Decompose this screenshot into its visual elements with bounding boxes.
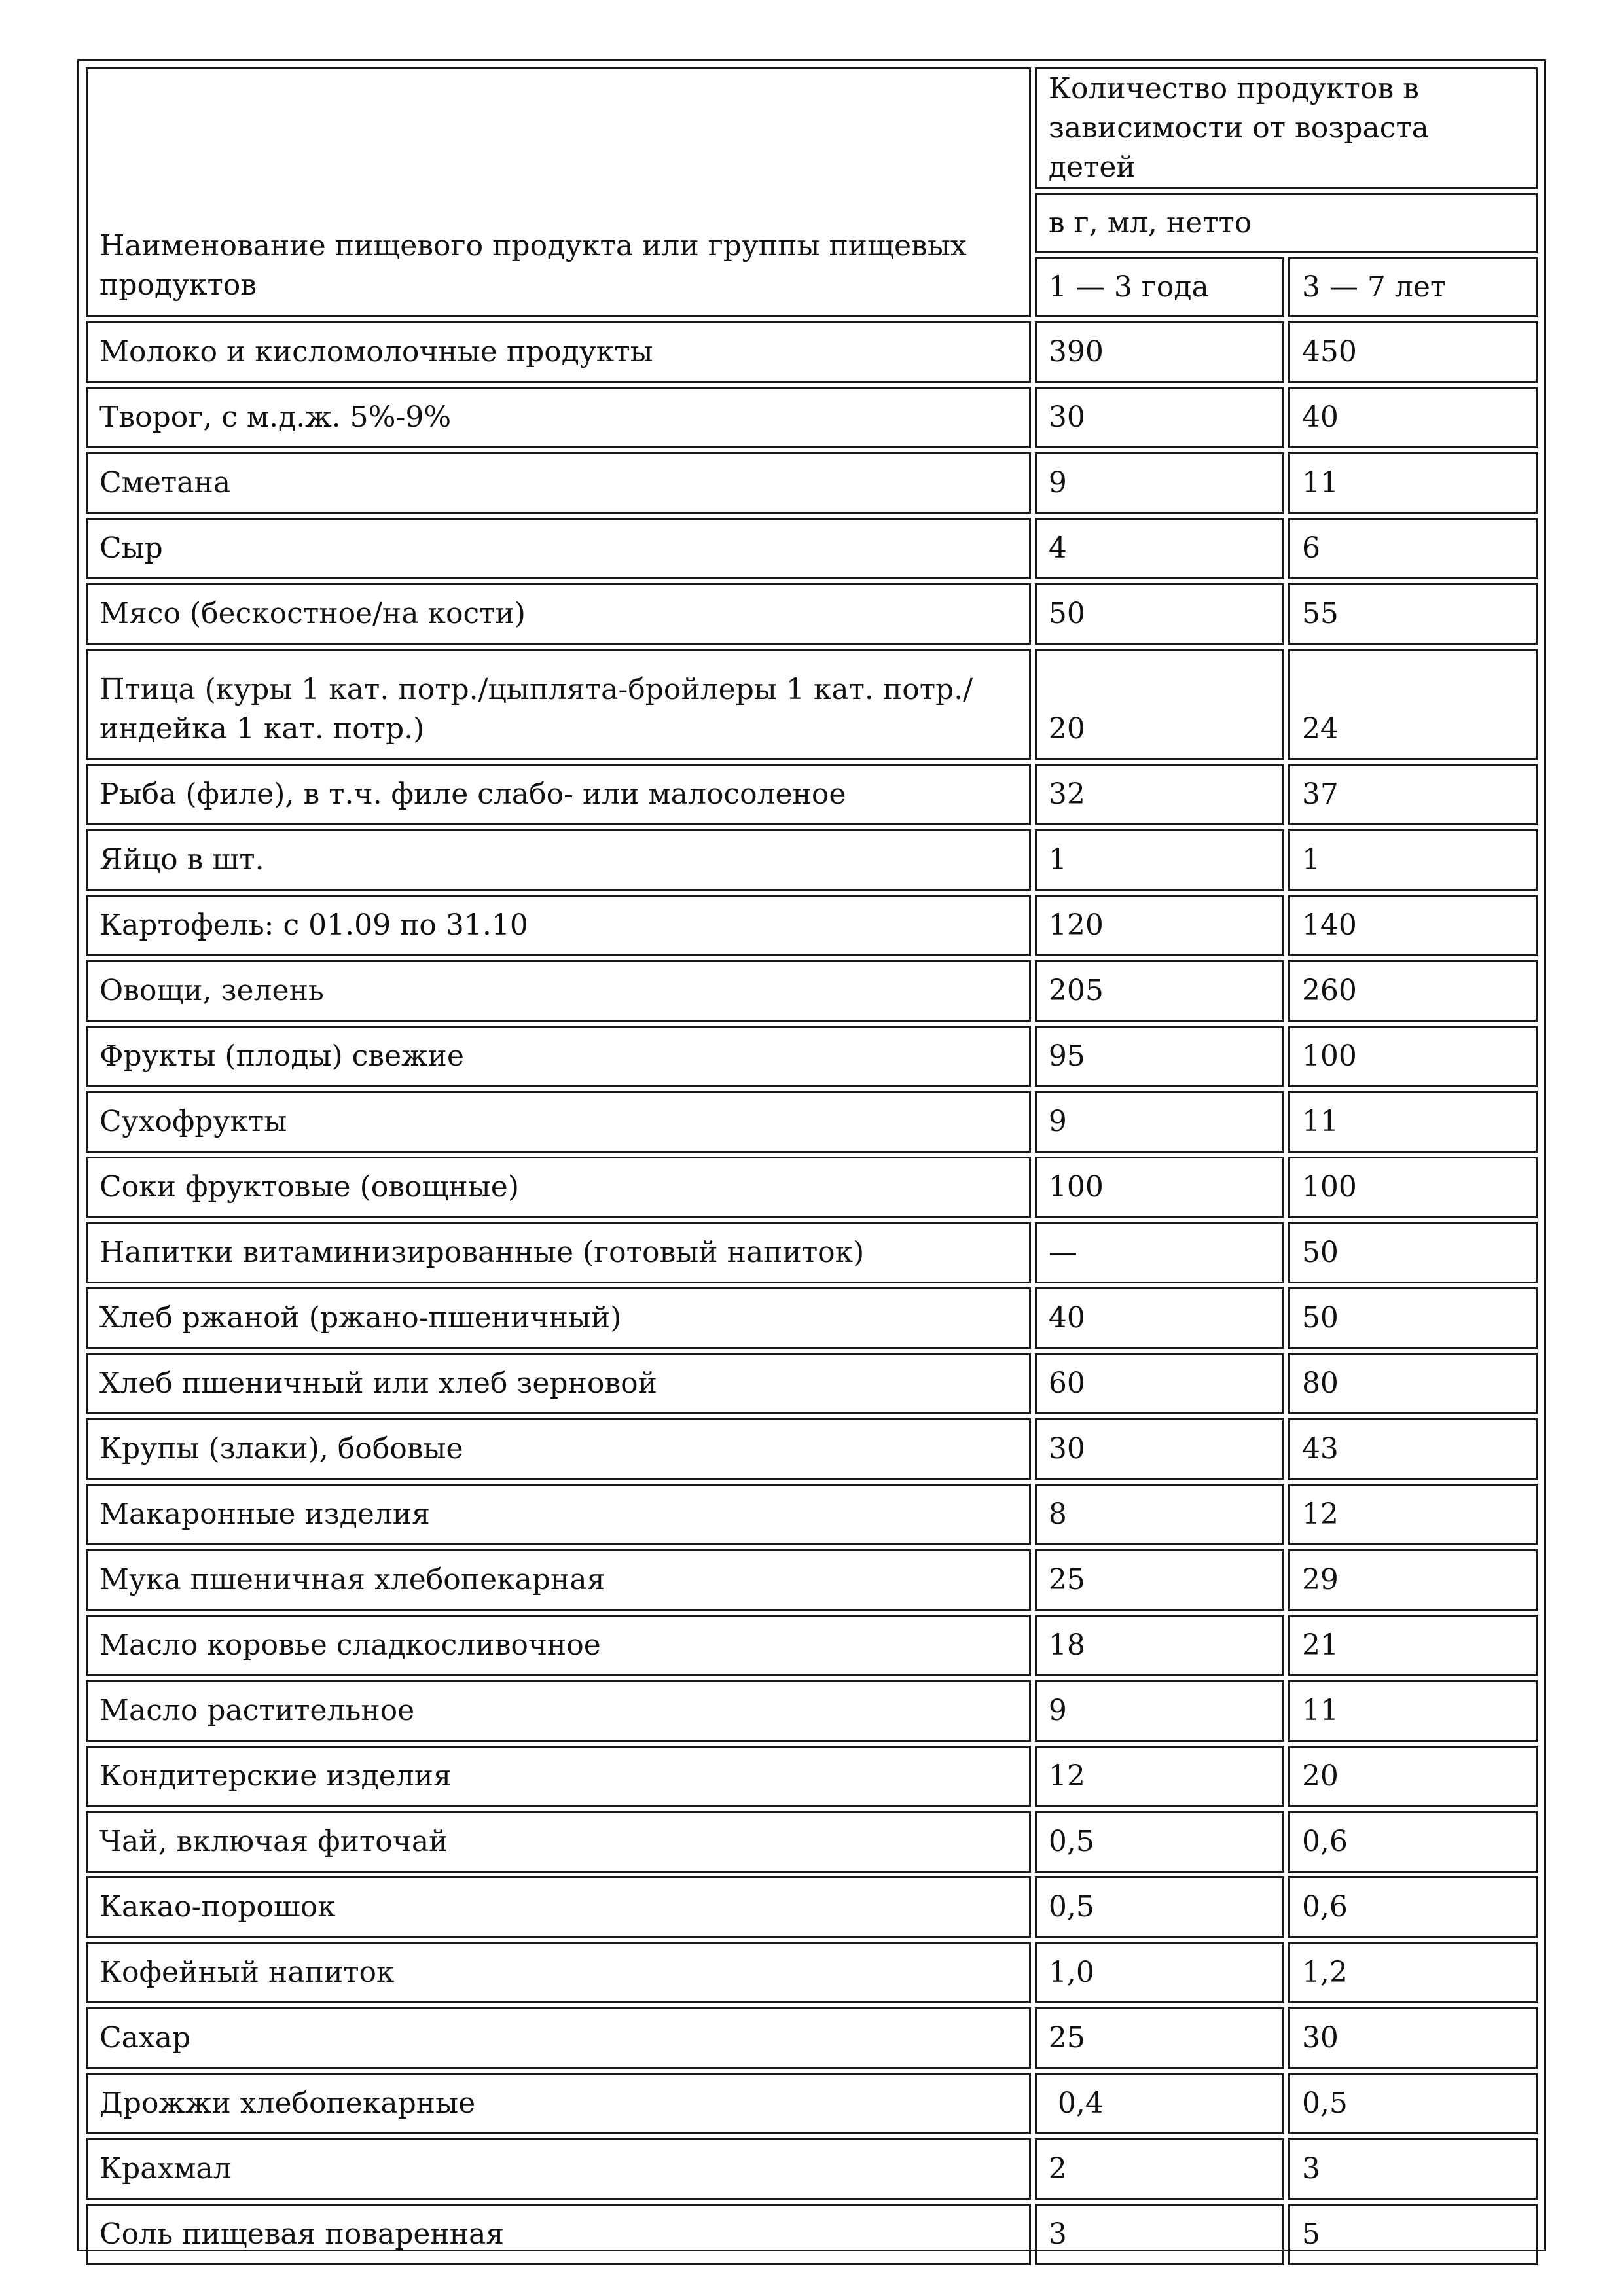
quantity-1-3-cell: 25 [1035, 2007, 1284, 2069]
quantity-1-3-cell: 60 [1035, 1353, 1284, 1414]
quantity-1-3-cell: 32 [1035, 764, 1284, 825]
product-name-cell: Рыба (филе), в т.ч. филе слабо- или малосоленое [86, 764, 1031, 825]
quantity-3-7-cell: 21 [1288, 1615, 1538, 1676]
product-name-cell: Масло коровье сладкосливочное [86, 1615, 1031, 1676]
table-row [86, 2073, 1538, 2134]
quantity-1-3-cell: 205 [1035, 960, 1284, 1022]
quantity-1-3-cell: 3 [1035, 2204, 1284, 2265]
quantity-3-7-cell: 450 [1288, 321, 1538, 383]
table-row [86, 1353, 1538, 1414]
table-row [86, 387, 1538, 448]
food-norms-table [82, 63, 1542, 2269]
document-table-frame [77, 59, 1546, 2251]
product-name-cell: Масло растительное [86, 1680, 1031, 1742]
table-row [86, 1549, 1538, 1611]
table-row [86, 1942, 1538, 2003]
table-row [86, 960, 1538, 1022]
table-row [86, 764, 1538, 825]
quantity-3-7-cell: 100 [1288, 1157, 1538, 1218]
quantity-1-3-cell: 0,4 [1035, 2073, 1284, 2134]
product-name-cell: Крупы (злаки), бобовые [86, 1418, 1031, 1480]
quantity-3-7-cell: 0,6 [1288, 1876, 1538, 1938]
quantity-1-3-cell: 12 [1035, 1746, 1284, 1807]
quantity-3-7-cell: 50 [1288, 1222, 1538, 1283]
table-row [86, 1157, 1538, 1218]
product-name-cell: Сметана [86, 452, 1031, 514]
table-row [86, 2138, 1538, 2200]
quantity-3-7-cell: 20 [1288, 1746, 1538, 1807]
product-name-column-header: Наименование пищевого продукта или группы пищевых продуктов [86, 67, 1031, 317]
product-name-cell: Соль пищевая поваренная [86, 2204, 1031, 2265]
product-name-cell: Дрожжи хлебопекарные [86, 2073, 1031, 2134]
product-name-cell: Соки фруктовые (овощные) [86, 1157, 1031, 1218]
quantity-3-7-cell: 12 [1288, 1484, 1538, 1545]
table-header-row [86, 67, 1538, 189]
quantity-1-3-cell: 20 [1035, 649, 1284, 760]
quantity-3-7-cell: 100 [1288, 1026, 1538, 1087]
quantity-3-7-cell: 5 [1288, 2204, 1538, 2265]
quantity-1-3-cell: 9 [1035, 1680, 1284, 1742]
quantity-1-3-cell: 0,5 [1035, 1876, 1284, 1938]
table-row [86, 518, 1538, 579]
quantity-1-3-cell: 40 [1035, 1287, 1284, 1349]
units-header: в г, мл, нетто [1035, 193, 1538, 253]
quantity-column-header: Количество продуктов в зависимости от возраста детей [1035, 67, 1538, 189]
product-name-cell: Хлеб пшеничный или хлеб зерновой [86, 1353, 1031, 1414]
quantity-1-3-cell: 9 [1035, 452, 1284, 514]
quantity-3-7-cell: 0,6 [1288, 1811, 1538, 1873]
quantity-1-3-cell: 1 [1035, 829, 1284, 891]
product-name-cell: Фрукты (плоды) свежие [86, 1026, 1031, 1087]
table-row [86, 1876, 1538, 1938]
table-row [86, 1222, 1538, 1283]
quantity-1-3-cell: 4 [1035, 518, 1284, 579]
product-name-cell: Мясо (бескостное/на кости) [86, 583, 1031, 645]
quantity-3-7-cell: 30 [1288, 2007, 1538, 2069]
age-group-1-3-header: 1 — 3 года [1035, 257, 1284, 317]
table-row [86, 895, 1538, 956]
quantity-1-3-cell: 120 [1035, 895, 1284, 956]
quantity-3-7-cell: 40 [1288, 387, 1538, 448]
quantity-3-7-cell: 3 [1288, 2138, 1538, 2200]
quantity-1-3-cell: 9 [1035, 1091, 1284, 1153]
product-name-cell: Крахмал [86, 2138, 1031, 2200]
table-row [86, 1615, 1538, 1676]
quantity-3-7-cell: 11 [1288, 1680, 1538, 1742]
quantity-1-3-cell: 100 [1035, 1157, 1284, 1218]
age-group-3-7-header: 3 — 7 лет [1288, 257, 1538, 317]
quantity-1-3-cell: 390 [1035, 321, 1284, 383]
product-name-cell: Сухофрукты [86, 1091, 1031, 1153]
table-row [86, 829, 1538, 891]
table-row [86, 649, 1538, 760]
quantity-1-3-cell: 25 [1035, 1549, 1284, 1611]
table-row [86, 1287, 1538, 1349]
quantity-3-7-cell: 43 [1288, 1418, 1538, 1480]
quantity-1-3-cell: 95 [1035, 1026, 1284, 1087]
quantity-3-7-cell: 29 [1288, 1549, 1538, 1611]
quantity-3-7-cell: 1 [1288, 829, 1538, 891]
quantity-1-3-cell: 30 [1035, 387, 1284, 448]
quantity-1-3-cell: 8 [1035, 1484, 1284, 1545]
product-name-cell: Сыр [86, 518, 1031, 579]
quantity-1-3-cell: 1,0 [1035, 1942, 1284, 2003]
product-name-cell: Чай, включая фиточай [86, 1811, 1031, 1873]
product-name-cell: Напитки витаминизированные (готовый напиток) [86, 1222, 1031, 1283]
product-name-cell: Картофель: с 01.09 по 31.10 [86, 895, 1031, 956]
quantity-3-7-cell: 140 [1288, 895, 1538, 956]
table-row [86, 1680, 1538, 1742]
quantity-3-7-cell: 11 [1288, 1091, 1538, 1153]
table-row [86, 2204, 1538, 2265]
quantity-3-7-cell: 0,5 [1288, 2073, 1538, 2134]
quantity-3-7-cell: 37 [1288, 764, 1538, 825]
table-row [86, 2007, 1538, 2069]
product-name-cell: Молоко и кисломолочные продукты [86, 321, 1031, 383]
quantity-1-3-cell: 0,5 [1035, 1811, 1284, 1873]
product-name-cell: Какао-порошок [86, 1876, 1031, 1938]
table-row [86, 1484, 1538, 1545]
product-name-cell: Сахар [86, 2007, 1031, 2069]
quantity-1-3-cell: 50 [1035, 583, 1284, 645]
quantity-3-7-cell: 1,2 [1288, 1942, 1538, 2003]
product-name-cell: Птица (куры 1 кат. потр./цыплята-бройлеры 1 кат. потр./индейка 1 кат. потр.) [86, 649, 1031, 760]
product-name-cell: Макаронные изделия [86, 1484, 1031, 1545]
table-row [86, 583, 1538, 645]
product-name-cell: Мука пшеничная хлебопекарная [86, 1549, 1031, 1611]
table-row [86, 1811, 1538, 1873]
table-row [86, 1746, 1538, 1807]
product-name-cell: Творог, с м.д.ж. 5%-9% [86, 387, 1031, 448]
quantity-3-7-cell: 55 [1288, 583, 1538, 645]
quantity-1-3-cell: 18 [1035, 1615, 1284, 1676]
table-row [86, 321, 1538, 383]
product-name-cell: Хлеб ржаной (ржано-пшеничный) [86, 1287, 1031, 1349]
product-name-cell: Яйцо в шт. [86, 829, 1031, 891]
quantity-3-7-cell: 260 [1288, 960, 1538, 1022]
table-row [86, 452, 1538, 514]
quantity-1-3-cell: 2 [1035, 2138, 1284, 2200]
product-name-cell: Овощи, зелень [86, 960, 1031, 1022]
product-name-cell: Кофейный напиток [86, 1942, 1031, 2003]
quantity-1-3-cell: — [1035, 1222, 1284, 1283]
quantity-1-3-cell: 30 [1035, 1418, 1284, 1480]
quantity-3-7-cell: 6 [1288, 518, 1538, 579]
product-name-cell: Кондитерские изделия [86, 1746, 1031, 1807]
table-row [86, 1091, 1538, 1153]
quantity-3-7-cell: 80 [1288, 1353, 1538, 1414]
quantity-3-7-cell: 11 [1288, 452, 1538, 514]
table-row [86, 1026, 1538, 1087]
quantity-3-7-cell: 50 [1288, 1287, 1538, 1349]
table-row [86, 1418, 1538, 1480]
quantity-3-7-cell: 24 [1288, 649, 1538, 760]
